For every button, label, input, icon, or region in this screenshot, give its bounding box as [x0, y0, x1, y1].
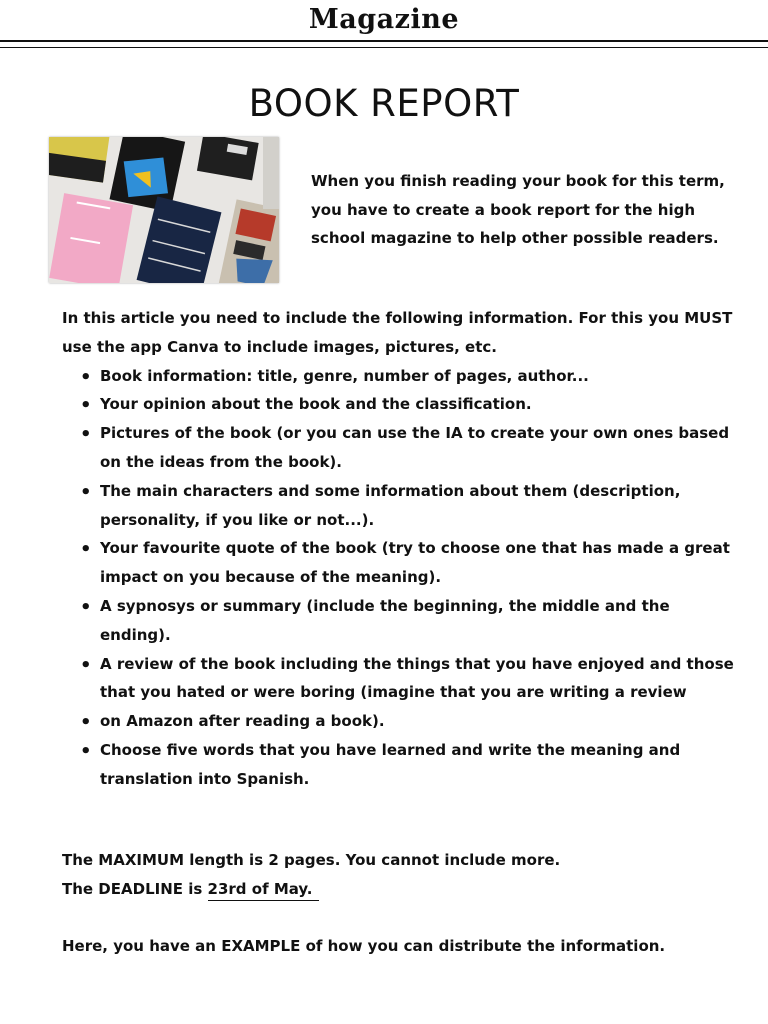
masthead-rule-thick — [0, 40, 768, 42]
books-illustration — [49, 137, 279, 283]
article-lead: In this article you need to include the following information. For this you MUST use the app Canva to include images, pictures, etc. — [62, 309, 733, 356]
list-item: • A sypnosys or summary (include the beginning, the middle and the ending). — [62, 592, 742, 650]
deadline-line — [62, 875, 742, 904]
deadline-label: The DEADLINE is — [62, 880, 203, 898]
list-item: • A review of the book including the things that you have enjoyed and those that you hated or were boring (imagine that you are writing a review — [62, 650, 742, 708]
list-item: • Your favourite quote of the book (try to choose one that has made a great impact on you because of the meaning). — [62, 534, 742, 592]
masthead-rule-thin — [0, 47, 768, 48]
masthead-title: Magazine — [308, 4, 460, 35]
list-item: • Choose five words that you have learned and write the meaning and translation into Spanish. — [62, 736, 742, 794]
list-item: • Pictures of the book (or you can use the IA to create your own ones based on the ideas from the book). — [62, 419, 742, 477]
list-item: • The main characters and some information about them (description, personality, if you like or not...). — [62, 477, 742, 535]
books-photo — [49, 137, 279, 283]
max-length-text: The MAXIMUM length is 2 pages. You cannot include more. — [62, 851, 561, 869]
page-title: BOOK REPORT — [248, 82, 520, 125]
list-item: • Your opinion about the book and the classification. — [62, 390, 742, 419]
list-item: • Book information: title, genre, number of pages, author... — [62, 362, 742, 391]
list-item: • on Amazon after reading a book). — [62, 707, 742, 736]
masthead — [0, 0, 768, 52]
deadline-value: 23rd of May. — [208, 879, 319, 901]
intro-text: When you finish reading your book for this term, you have to create a book report for the high school magazine to help other possible readers. — [311, 172, 725, 247]
requirements-list — [62, 362, 742, 794]
book-cover-4 — [49, 193, 133, 283]
example-text: Here, you have an EXAMPLE of how you can distribute the information. — [62, 937, 666, 955]
article-body — [62, 304, 742, 794]
